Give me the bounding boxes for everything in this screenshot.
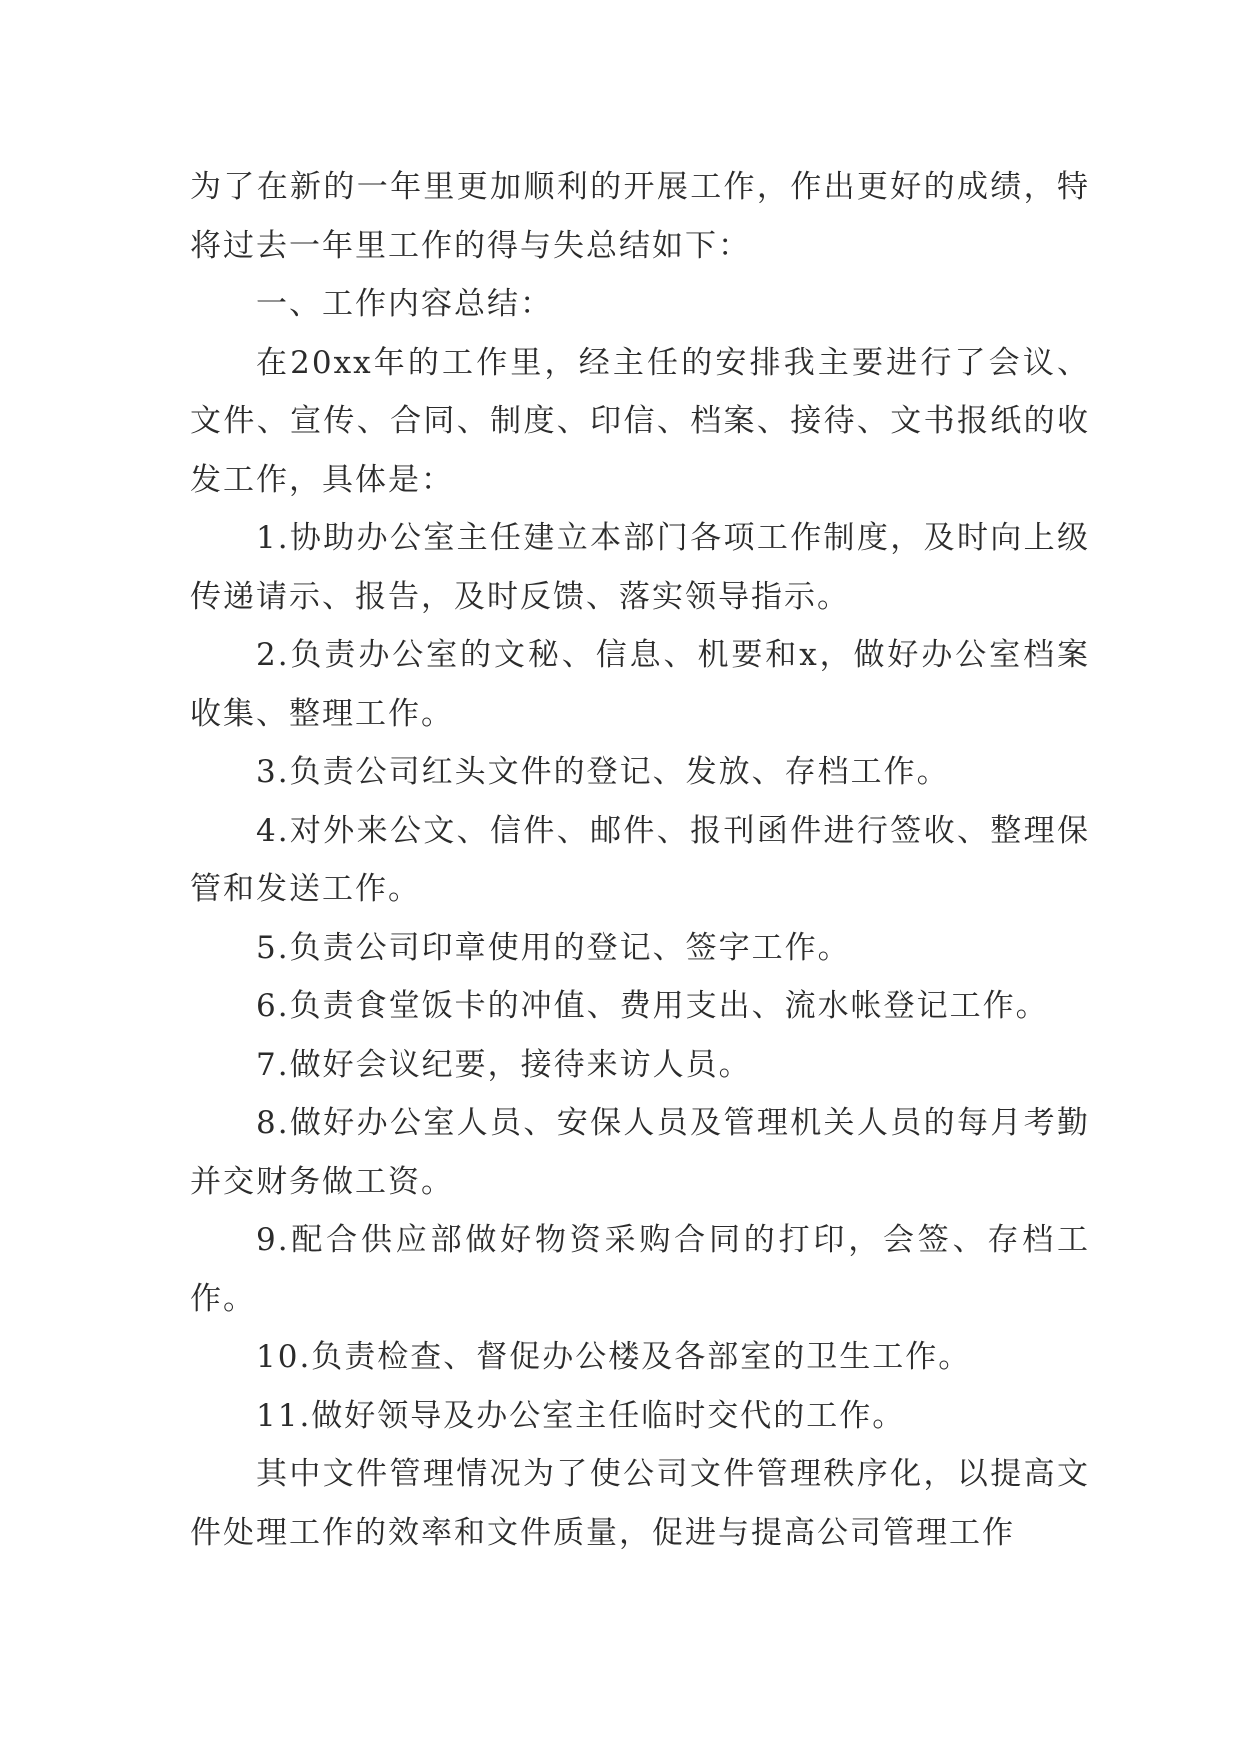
list-item-5: 5.负责公司印章使用的登记、签字工作。 — [256, 929, 851, 966]
list-item-9: 9.配合供应部做好物资采购合同的打印，会签、存档工作。 — [190, 1222, 1090, 1317]
paragraph-file-management: 其中文件管理情况为了使公司文件管理秩序化，以提高文件处理工作的效率和文件质量，促进与提高公司管理工作 — [190, 1456, 1090, 1551]
list-item-2: 2.负责办公室的文秘、信息、机要和x，做好办公室档案收集、整理工作。 — [190, 637, 1090, 732]
section-heading-work-summary: 一、工作内容总结： — [256, 286, 553, 322]
list-item-8: 8.做好办公室人员、安保人员及管理机关人员的每月考勤并交财务做工资。 — [190, 1105, 1090, 1200]
list-item-3: 3.负责公司红头文件的登记、发放、存档工作。 — [256, 754, 950, 790]
list-item-7: 7.做好会议纪要，接待来访人员。 — [256, 1046, 752, 1083]
list-item-11: 11.做好领导及办公室主任临时交代的工作。 — [256, 1397, 906, 1434]
list-item-1: 1.协助办公室主任建立本部门各项工作制度，及时向上级传递请示、报告，及时反馈、落实领导指示。 — [190, 520, 1090, 615]
paragraph-overview: 在20xx年的工作里，经主任的安排我主要进行了会议、文件、宣传、合同、制度、印信、档案、接待、文书报纸的收发工作，具体是： — [190, 344, 1090, 498]
list-item-10: 10.负责检查、督促办公楼及各部室的卫生工作。 — [256, 1339, 972, 1375]
list-item-4: 4.对外来公文、信件、邮件、报刊函件进行签收、整理保管和发送工作。 — [190, 812, 1090, 907]
list-item-6: 6.负责食堂饭卡的冲值、费用支出、流水帐登记工作。 — [256, 988, 1049, 1024]
paragraph-intro: 为了在新的一年里更加顺利的开展工作，作出更好的成绩，特将过去一年里工作的得与失总结如下： — [190, 169, 1090, 264]
document-body — [190, 158, 1090, 1562]
